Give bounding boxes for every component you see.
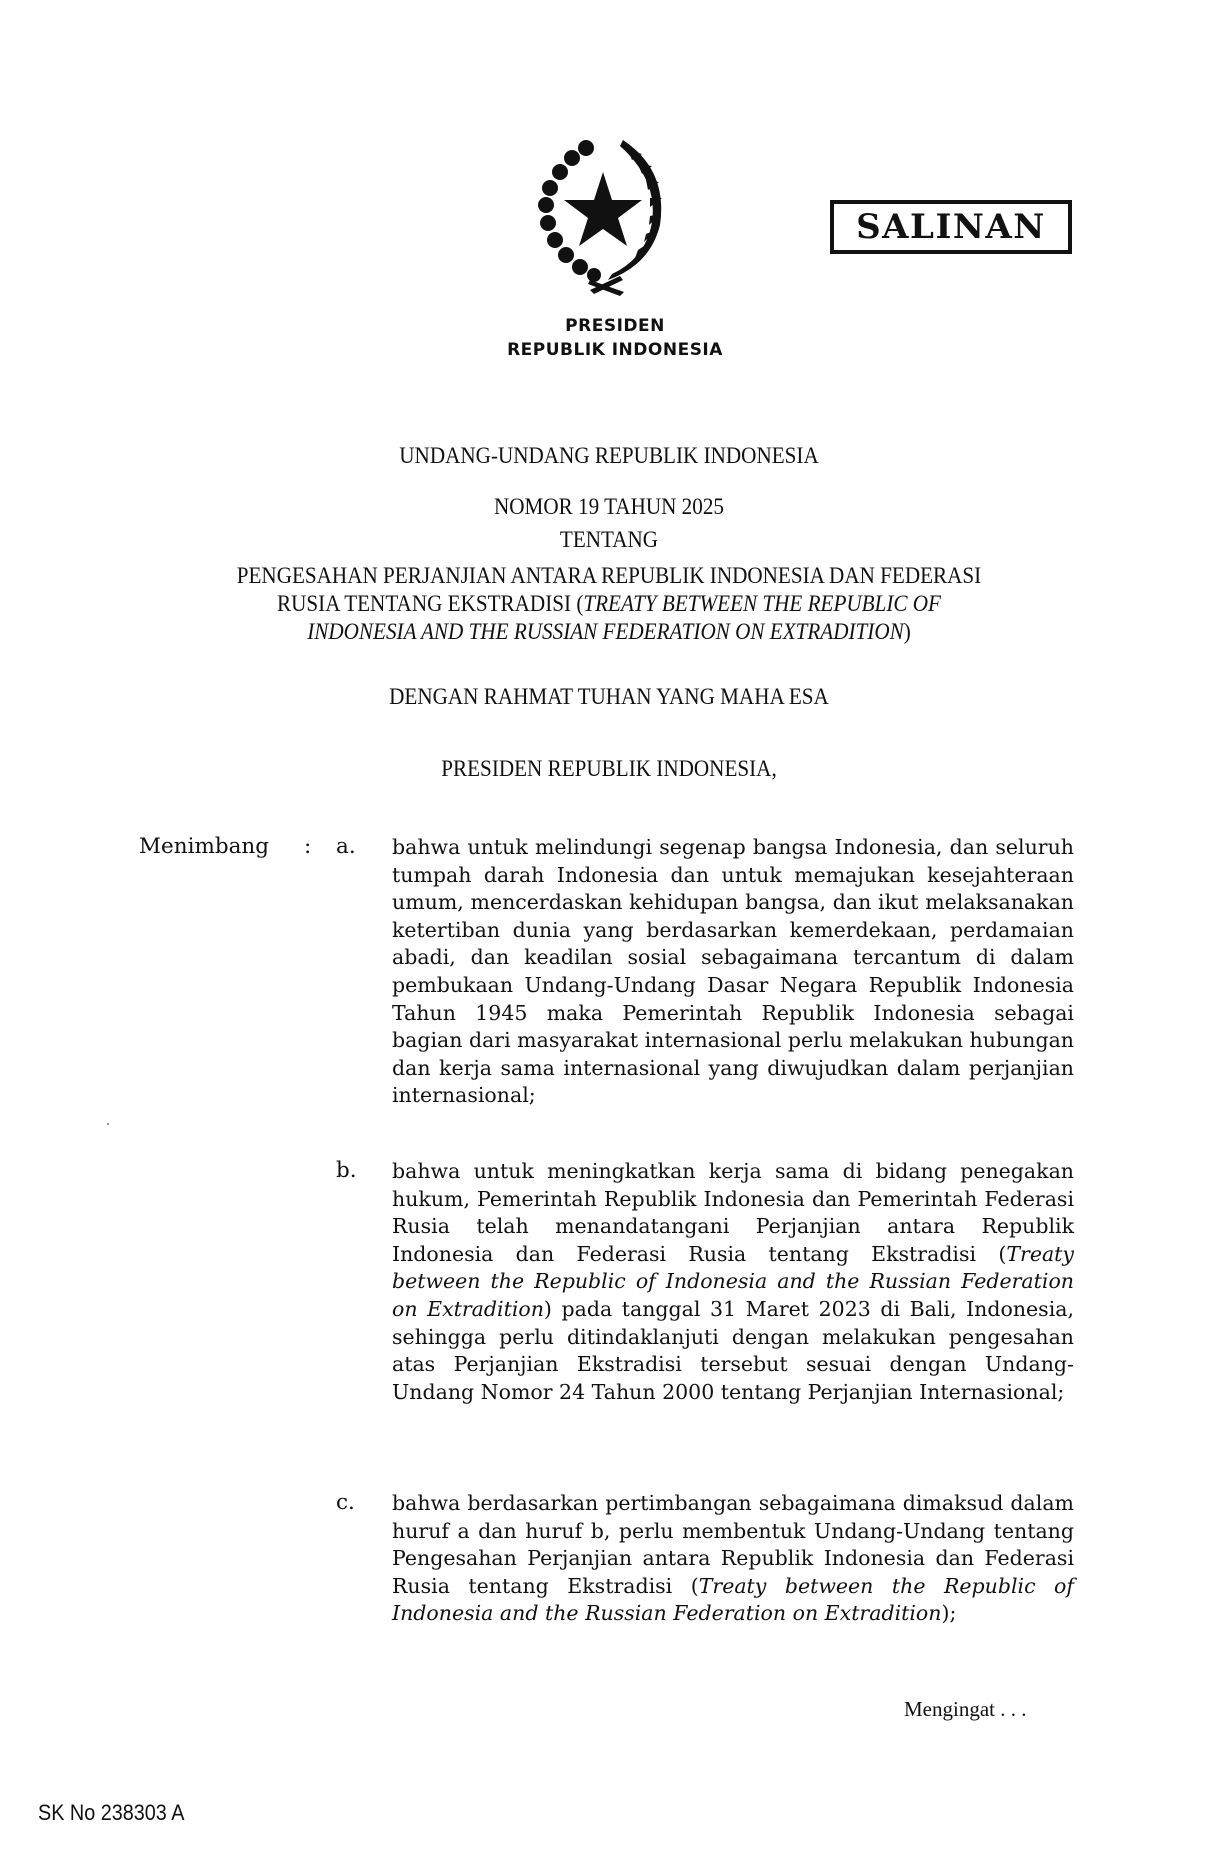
consideration-c-text-end: ); (941, 1601, 957, 1626)
consideration-c-treaty-title: Treaty between the Republic of Indonesia and the Russian Federation on Extradition (392, 1573, 1074, 1626)
garuda-emblem-icon (528, 130, 678, 300)
subject-line-3 (151, 619, 1067, 646)
consideration-b-treaty-title: Treaty between the Republic of Indonesia and the Russian Federation on Extradition (392, 1241, 1074, 1321)
institution-line-2: REPUBLIK INDONESIA (507, 340, 723, 360)
subject-line-3-close: ) (903, 619, 911, 645)
scan-speck (107, 1123, 109, 1125)
subject-line-3-italic: INDONESIA AND THE RUSSIAN FEDERATION ON EXTRADITION (307, 619, 904, 645)
continuation-marker: Mengingat . . . (904, 1697, 1027, 1721)
consideration-c (392, 1490, 1074, 1628)
law-type-heading: UNDANG-UNDANG REPUBLIK INDONESIA (399, 443, 819, 469)
authority-line: PRESIDEN REPUBLIK INDONESIA, (441, 756, 777, 782)
salinan-stamp: SALINAN (830, 200, 1072, 254)
item-letter-b: b. (336, 1158, 357, 1183)
subject-line-2-plain: RUSIA TENTANG EKSTRADISI ( (277, 591, 584, 617)
consideration-b-text: bahwa untuk meningkatkan kerja sama di bidang penegakan hukum, Pemerintah Republik Indonesia dan Pemerintah Federasi Rusia telah menandatangani Perjanjian antara Republik Indonesia dan Federasi Rusia tentang Ekstradisi ( (392, 1159, 1074, 1266)
subject-line-2-italic: TREATY BETWEEN THE REPUBLIC OF (583, 591, 941, 617)
considerations-colon: : (304, 834, 312, 859)
subject-line-1: PENGESAHAN PERJANJIAN ANTARA REPUBLIK INDONESIA DAN FEDERASI (236, 563, 982, 589)
law-number: NOMOR 19 TAHUN 2025 (493, 494, 724, 520)
consideration-a: bahwa untuk melindungi segenap bangsa Indonesia, dan seluruh tumpah darah Indonesia dan untuk memajukan kesejahteraan umum, mencerdaskan kehidupan bangsa, dan ikut melaksanakan ketertiban dunia yang berdasarkan kemerdekaan, perdamaian abadi, dan keadilan sosial sebagaimana tercantum di dalam pembukaan Undang-Undang Dasar Negara Republik Indonesia Tahun 1945 maka Pemerintah Republik Indonesia sebagai bagian dari masyarakat internasional perlu melakukan hubungan dan kerja sama internasional yang diwujudkan dalam perjanjian internasional; (392, 835, 1075, 1108)
item-letter-c: c. (336, 1490, 355, 1515)
invocation: DENGAN RAHMAT TUHAN YANG MAHA ESA (389, 684, 829, 710)
consideration-b (392, 1158, 1074, 1406)
subject-line-2 (151, 591, 1067, 618)
about-heading: TENTANG (559, 527, 659, 553)
consideration-c-text: bahwa berdasarkan pertimbangan sebagaimana dimaksud dalam huruf a dan huruf b, perlu membentuk Undang-Undang tentang Pengesahan Perjanjian antara Republik Indonesia dan Federasi Rusia tentang Ekstradisi ( (392, 1491, 1074, 1598)
considerations-label: Menimbang (139, 834, 270, 859)
document-code: SK No 238303 A (38, 1800, 185, 1825)
institution-line-1: PRESIDEN (565, 316, 665, 336)
item-letter-a: a. (336, 834, 356, 859)
consideration-b-text-end: ) pada tanggal 31 Maret 2023 di Bali, Indonesia, sehingga perlu ditindaklanjuti dengan melakukan pengesahan atas Perjanjian Ekstradisi tersebut sesuai dengan Undang-Undang Nomor 24 Tahun 2000 tentang Perjanjian Internasional; (392, 1296, 1074, 1404)
